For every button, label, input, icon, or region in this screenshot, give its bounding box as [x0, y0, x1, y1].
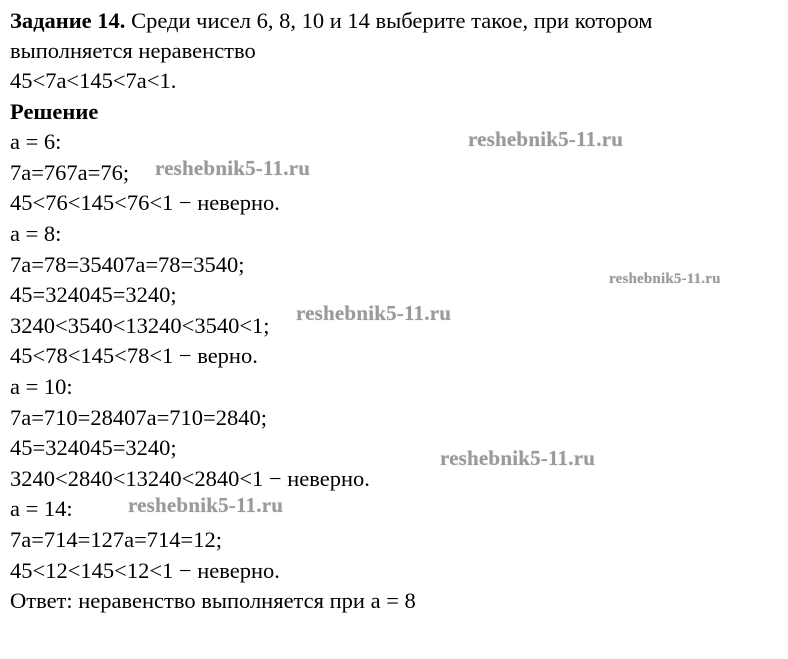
solution-line: 3240<3540<13240<3540<1;	[10, 312, 270, 338]
task-title-line	[10, 6, 780, 36]
answer-line: Ответ: неравенство выполняется при a = 8	[10, 588, 416, 614]
watermark-text: reshebnik5-11.ru	[155, 156, 311, 180]
solution-line: 3240<2840<13240<2840<1 − неверно.	[10, 465, 370, 491]
watermark-text: reshebnik5-11.ru	[296, 301, 452, 325]
solution-line: 45<76<145<76<1 − неверно.	[10, 190, 280, 216]
solution-line: a = 8:	[10, 220, 62, 246]
solution-line: a = 10:	[10, 373, 73, 399]
watermark-text: reshebnik5-11.ru	[468, 127, 624, 151]
solution-line: a = 6:	[10, 129, 62, 155]
solution-line: 7a=714=127a=714=12;	[10, 526, 222, 552]
watermark-text: reshebnik5-11.ru	[128, 493, 284, 517]
task-text-line2: выполняется неравенство	[10, 38, 256, 63]
task-text-line1: Среди чисел 6, 8, 10 и 14 выберите такое, при котором	[131, 8, 653, 33]
task-label: Задание 14.	[10, 8, 126, 33]
solution-line: 45=324045=3240;	[10, 282, 177, 308]
solution-line: 7a=78=35407a=78=3540;	[10, 251, 245, 277]
solution-line: 45=324045=3240;	[10, 435, 177, 461]
solution-line: 45<78<145<78<1 − верно.	[10, 343, 258, 369]
watermark-text: reshebnik5-11.ru	[440, 446, 596, 470]
solution-heading: Решение	[10, 98, 99, 124]
watermark-text: reshebnik5-11.ru	[609, 271, 721, 287]
task-inequality: 45<7a<145<7a<1.	[10, 68, 177, 93]
solution-line: 45<12<145<12<1 − неверно.	[10, 557, 280, 583]
solution-line: 7a=710=28407a=710=2840;	[10, 404, 267, 430]
solution-line: a = 14:	[10, 496, 73, 522]
solution-line: 7a=767a=76;	[10, 159, 130, 185]
